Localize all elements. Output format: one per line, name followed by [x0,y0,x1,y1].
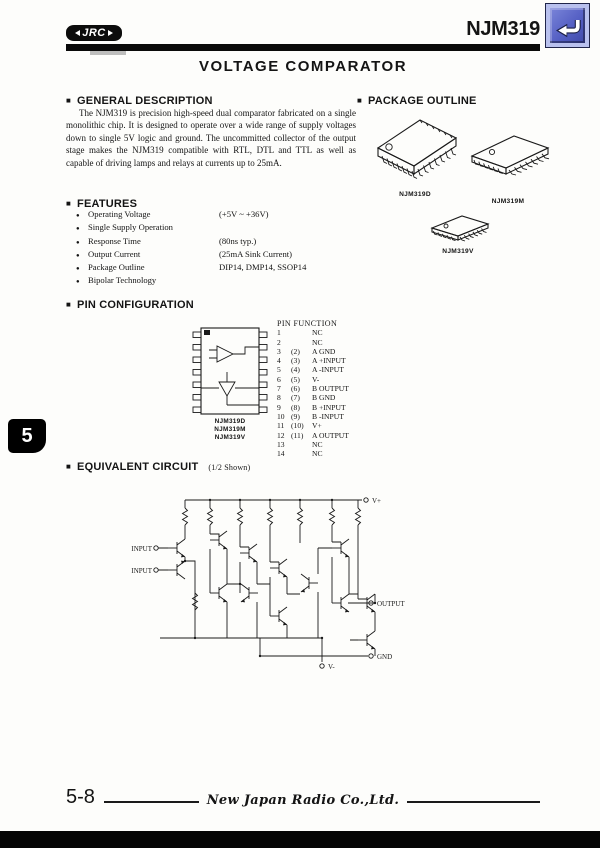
pin-row: 4 (3) A +INPUT [277,356,346,366]
equivalent-circuit-schematic [100,488,450,700]
pin-row: 6 (5) V- [277,374,320,384]
page-number: 5-8 [66,786,95,808]
back-nav-button[interactable] [545,3,590,48]
dmp-package-drawing [462,124,557,199]
print-artifact [90,51,126,55]
heading-text: FEATURES [77,198,138,210]
input-b-label: INPUT [131,567,152,575]
feature-item [76,209,356,222]
square-bullet-icon: ■ [66,300,72,309]
logo-arrow-left-icon [75,30,80,36]
square-bullet-icon: ■ [66,462,72,471]
round-bullet-icon: ● [76,279,80,286]
variant-label: NJM319V [214,434,246,441]
company-name [66,791,540,809]
return-arrow-icon [550,8,585,43]
general-description-body: The NJM319 is precision high-speed dual comparator fabricated on a single monolithic chip. It is designed to operate over a wide range of supply voltages down to single 5V logic and ground. The uncommitted collector of the output stage makes the NJM319 compatible with RTL, DTL and TTL as well as capable of driving lamps and relays at currents up to 25mA. [66,108,356,168]
pin-diagram-variant-labels [193,418,267,442]
pin-row: 5 (4) A -INPUT [277,365,344,375]
package-label-dip: NJM319D [399,191,431,198]
page-title: VOLTAGE COMPARATOR [198,58,408,75]
heading-text: PIN CONFIGURATION [77,299,194,311]
heading-text: EQUIVALENT CIRCUIT [77,461,199,473]
pin-configuration-heading [66,299,194,311]
heading-text: GENERAL DESCRIPTION [77,95,213,107]
pin-table-title: PIN FUNCTION [277,319,338,328]
general-description-heading [66,95,213,107]
ssop-package-drawing [420,206,500,254]
package-outline-heading [357,95,477,107]
variant-label: NJM319M [214,426,246,433]
pin-row: 3 (2) A GND [277,346,336,356]
pin-diagram [189,326,271,418]
package-label-dmp: NJM319M [491,198,525,205]
square-bullet-icon: ■ [66,96,72,105]
logo-arrow-right-icon [108,30,113,36]
feature-item [76,236,356,249]
input-a-label: INPUT [131,545,152,553]
part-number: NJM319 [466,18,540,40]
pin-row: 9 (8) B +INPUT [277,402,346,412]
logo-text: JRC [82,26,106,39]
section-tab: 5 [8,419,46,453]
company-name-text: New Japan Radio Co.,Ltd. [199,793,408,808]
feature-label: Response Time [88,235,141,246]
dip-package-drawing [360,108,465,193]
vplus-label: V+ [372,497,382,505]
equivalent-circuit-heading [66,461,250,473]
jrc-logo [66,25,122,41]
pin-function-table [277,319,387,458]
round-bullet-icon: ● [76,239,80,246]
feature-label: Bipolar Technology [88,275,157,286]
round-bullet-icon: ● [76,252,80,259]
feature-value: (+5V ~ +36V) [219,209,269,219]
feature-value: (80ns typ.) [219,235,257,246]
pin-row: 10 (9) B -INPUT [277,411,344,421]
pin-row: 1 NC [277,328,323,338]
gnd-label: GND [377,653,393,661]
bottom-bar [0,831,600,848]
pin-row: 8 (7) B GND [277,393,336,403]
round-bullet-icon: ● [76,213,80,219]
pin-row: 11 (10) V+ [277,421,322,431]
feature-value: (25mA Sink Current) [219,248,293,259]
feature-label: Single Supply Operation [88,222,173,233]
vminus-label: V- [328,663,335,671]
package-label-ssop: NJM319V [442,248,474,255]
pin-row: 7 (6) B OUTPUT [277,384,349,394]
output-label: OUTPUT [377,600,405,608]
feature-label: Output Current [88,248,141,259]
feature-item [76,222,356,235]
round-bullet-icon: ● [76,266,80,273]
pin-row: 13 NC [277,439,323,449]
heading-text: PACKAGE OUTLINE [368,95,477,107]
features-list [76,209,356,289]
feature-item [76,249,356,262]
heading-note: (1/2 Shown) [208,462,251,472]
feature-value: DIP14, DMP14, SSOP14 [219,262,307,273]
square-bullet-icon: ■ [357,96,363,105]
pin-row: 12 (11) A OUTPUT [277,430,349,440]
header-rule [66,44,540,51]
feature-label: Package Outline [88,262,145,273]
square-bullet-icon: ■ [66,199,72,208]
feature-item [76,275,356,288]
feature-item [76,262,356,275]
pin-row: 2 NC [277,337,323,347]
pin-row: 14 NC [277,449,323,459]
feature-label: Operating Voltage [88,209,151,219]
variant-label: NJM319D [214,418,246,425]
round-bullet-icon: ● [76,226,80,233]
